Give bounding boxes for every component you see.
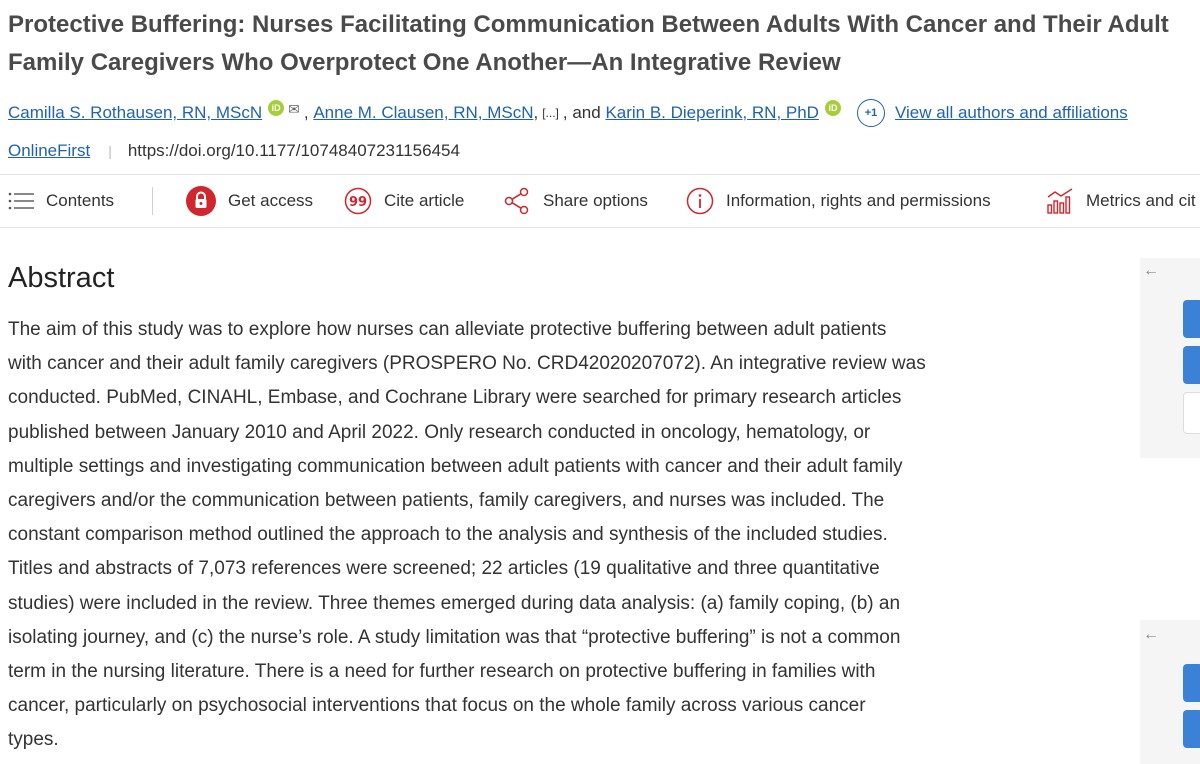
abstract-heading: Abstract bbox=[8, 262, 115, 294]
quote-icon bbox=[344, 187, 372, 215]
author-link-rothausen[interactable]: Camilla S. Rothausen, RN, MScN bbox=[8, 103, 263, 122]
doi-text[interactable]: https://doi.org/10.1177/10748407231156454 bbox=[127, 141, 460, 160]
contents-label: Contents bbox=[46, 191, 115, 210]
info-icon bbox=[686, 187, 714, 215]
abstract-line: multiple settings and investigating communication between adult patients with cancer and their adult family bbox=[8, 455, 903, 477]
abstract-line: cancer, particularly on psychosocial interventions that focus on the whole family across various cancer bbox=[8, 695, 866, 717]
abstract-line: isolating journey, and (c) the nurse’s role. A study limitation was that “protective buffering” is not a common bbox=[8, 626, 901, 648]
side-panel-top bbox=[1140, 258, 1200, 458]
side-panel-bottom bbox=[1140, 620, 1200, 764]
title-line-1: Protective Buffering: Nurses Facilitating Communication Between Adults With Cancer and Their Adult bbox=[8, 11, 1169, 38]
abstract-line: types. bbox=[8, 729, 59, 751]
toolbar-divider bbox=[152, 187, 153, 215]
orcid-icon[interactable]: iD bbox=[825, 100, 841, 116]
abstract-line: term in the nursing literature. There is a need for further research on protective buffering in families with bbox=[8, 661, 876, 683]
article-title bbox=[8, 6, 1200, 82]
collapse-arrow-icon[interactable]: ← bbox=[1143, 626, 1159, 643]
cite-article-button[interactable] bbox=[344, 175, 464, 227]
author-list bbox=[8, 100, 1128, 126]
lock-icon bbox=[186, 186, 216, 216]
more-authors-badge[interactable]: +1 bbox=[857, 99, 885, 127]
share-options-label: Share options bbox=[543, 191, 648, 210]
author-link-dieperink[interactable]: Karin B. Dieperink, RN, PhD bbox=[605, 103, 819, 122]
abstract-line: caregivers and/or the communication between patients, family caregivers, and nurses was included. The bbox=[8, 490, 885, 512]
metrics-label: Metrics and cit bbox=[1086, 191, 1196, 210]
svg-text:99: 99 bbox=[348, 195, 368, 210]
side-action-button[interactable] bbox=[1183, 300, 1200, 338]
abstract-line: studies) were included in the review. Three themes emerged during data analysis: (a) family coping, (b) an bbox=[8, 592, 901, 614]
abstract-text bbox=[8, 313, 1008, 758]
share-icon bbox=[503, 187, 531, 215]
abstract-line: The aim of this study was to explore how nurses can alleviate protective buffering between adult patients bbox=[8, 319, 887, 340]
abstract-line: Titles and abstracts of 7,073 references were screened; 22 articles (19 qualitative and three quantitative bbox=[8, 558, 880, 580]
side-action-button[interactable] bbox=[1183, 664, 1200, 702]
author-link-clausen[interactable]: Anne M. Clausen, RN, MScN bbox=[313, 103, 534, 122]
metrics-chart-icon bbox=[1046, 187, 1074, 215]
article-meta bbox=[8, 140, 460, 162]
side-action-button[interactable] bbox=[1183, 346, 1200, 384]
author-separator: , bbox=[303, 103, 309, 122]
get-access-label: Get access bbox=[228, 191, 314, 210]
article-toolbar bbox=[0, 174, 1200, 228]
share-options-button[interactable] bbox=[503, 175, 648, 227]
abstract-line: conducted. PubMed, CINAHL, Embase, and Cochrane Library were searched for primary research articles bbox=[8, 387, 902, 409]
author-separator: , bbox=[533, 103, 539, 122]
collapse-arrow-icon[interactable]: ← bbox=[1143, 262, 1159, 279]
metrics-button[interactable] bbox=[1046, 175, 1196, 227]
list-icon bbox=[8, 191, 34, 211]
information-button[interactable] bbox=[686, 175, 991, 227]
abstract-line: constant comparison method outlined the approach to the analysis and synthesis of the included studies. bbox=[8, 524, 888, 546]
online-first-link[interactable]: OnlineFirst bbox=[8, 141, 91, 160]
abstract-line: published between January 2010 and April 2022. Only research conducted in oncology, hematology, or bbox=[8, 421, 871, 443]
title-line-2: Family Caregivers Who Overprotect One Another—An Integrative Review bbox=[8, 49, 841, 76]
information-label: Information, rights and permissions bbox=[726, 191, 991, 210]
meta-separator: | bbox=[108, 143, 112, 159]
contents-button[interactable] bbox=[8, 175, 114, 227]
abstract-line: with cancer and their adult family caregivers (PROSPERO No. CRD42020207072). An integrative review was bbox=[8, 353, 926, 375]
view-all-authors-link[interactable]: View all authors and affiliations bbox=[894, 103, 1128, 122]
authors-ellipsis[interactable]: [...] bbox=[542, 106, 559, 120]
orcid-icon[interactable]: iD bbox=[268, 100, 284, 116]
author-and-text: , and bbox=[562, 103, 601, 122]
side-action-button[interactable] bbox=[1183, 710, 1200, 748]
email-icon[interactable]: ✉ bbox=[288, 100, 300, 117]
cite-article-label: Cite article bbox=[384, 191, 465, 210]
get-access-button[interactable] bbox=[186, 175, 313, 227]
side-action-button[interactable] bbox=[1183, 392, 1200, 434]
